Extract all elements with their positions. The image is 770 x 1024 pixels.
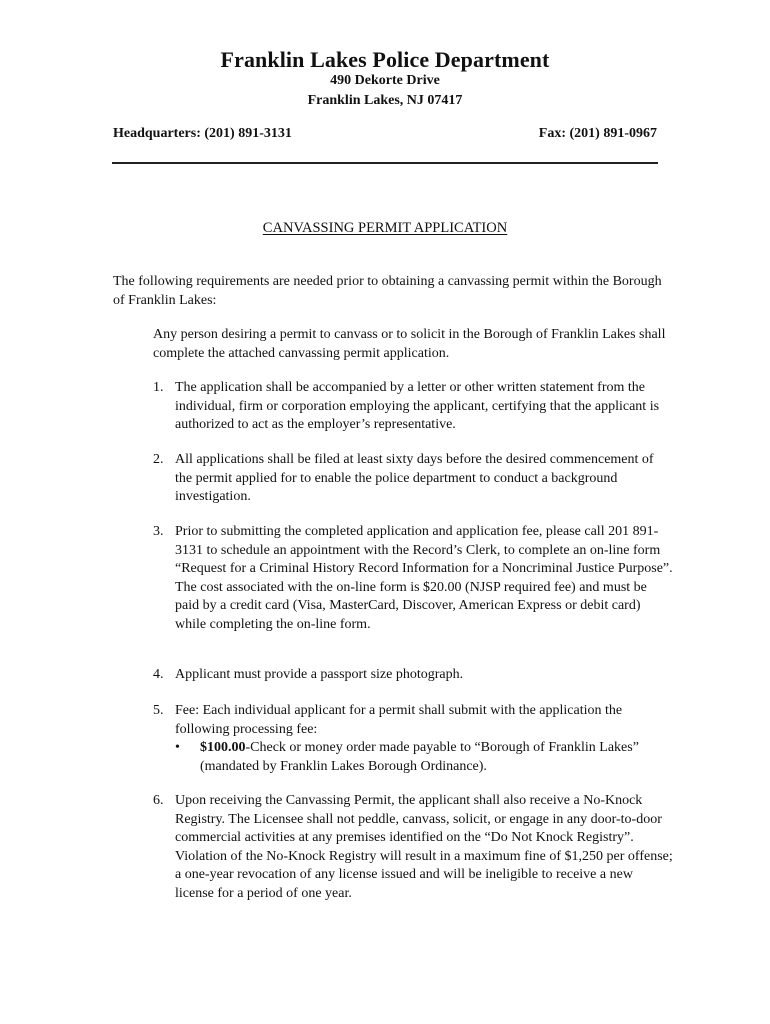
header-divider <box>112 162 658 164</box>
requirement-text: Upon receiving the Canvassing Permit, the applicant shall also receive a No-Knock Registry. The Licensee shall not peddle, canvass, solicit, or engage in any door-to-door commercial activities at any premises identified on the “Do Not Knock Registry”. Violation of the No-Knock Registry will result in a maximum fine of $1,250 per offense; a one-year revocation of any license issued and will be ineligible to receive a new license for a period of one year. <box>175 793 673 901</box>
department-name: Franklin Lakes Police Department <box>220 47 550 72</box>
bullet-marker: • <box>175 740 180 755</box>
fax-number: Fax: (201) 891-0967 <box>538 126 657 141</box>
requirement-text: All applications shall be filed at least sixty days before the desired commencement of the permit applied for to enable the police department to conduct a background investigation. <box>175 452 654 504</box>
requirement-text: Applicant must provide a passport size photograph. <box>175 667 464 682</box>
fee-bullet <box>175 739 673 776</box>
requirement-number: 5. <box>153 703 164 718</box>
lead-paragraph: Any person desiring a permit to canvass or to solicit in the Borough of Franklin Lakes shall complete the attached canvassing permit application. <box>153 327 666 361</box>
requirement-number: 4. <box>153 667 164 682</box>
requirement-item <box>153 451 673 507</box>
form-title: CANVASSING PERMIT APPLICATION <box>262 220 508 236</box>
requirement-item <box>153 702 673 776</box>
requirement-item <box>153 666 673 685</box>
headquarters-phone: Headquarters: (201) 891-3131 <box>113 126 292 141</box>
fee-amount: $100.00 <box>200 740 246 755</box>
requirement-number: 2. <box>153 452 164 467</box>
requirement-text: Prior to submitting the completed application and application fee, please call 201 891-3131 to schedule an appointment with the Record’s Clerk, to complete an on-line form “Request for a Criminal History Record Information for a Noncriminal Justice Purpose”. The cost associated with the on-line form is $20.00 (NJSP required fee) and must be paid by a credit card (Visa, MasterCard, Discover, American Express or debit card) while completing the on-line form. <box>175 524 673 632</box>
address-street: 490 Dekorte Drive <box>330 73 440 88</box>
requirement-number: 1. <box>153 380 164 395</box>
requirement-text: The application shall be accompanied by a letter or other written statement from the individual, firm or corporation employing the applicant, certifying that the applicant is authorized to act as the employer’s representative. <box>175 380 660 432</box>
requirement-text: Fee: Each individual applicant for a permit shall submit with the application the following processing fee: <box>175 703 623 737</box>
address-city: Franklin Lakes, NJ 07417 <box>307 93 463 108</box>
fee-description: -Check or money order made payable to “Borough of Franklin Lakes” (mandated by Franklin Lakes Borough Ordinance). <box>200 740 639 774</box>
requirement-number: 3. <box>153 524 164 539</box>
requirement-item <box>153 379 673 435</box>
requirement-number: 6. <box>153 793 164 808</box>
requirement-item <box>153 523 673 634</box>
intro-paragraph: The following requirements are needed prior to obtaining a canvassing permit within the Borough of Franklin Lakes: <box>113 274 662 308</box>
requirement-item <box>153 792 673 903</box>
